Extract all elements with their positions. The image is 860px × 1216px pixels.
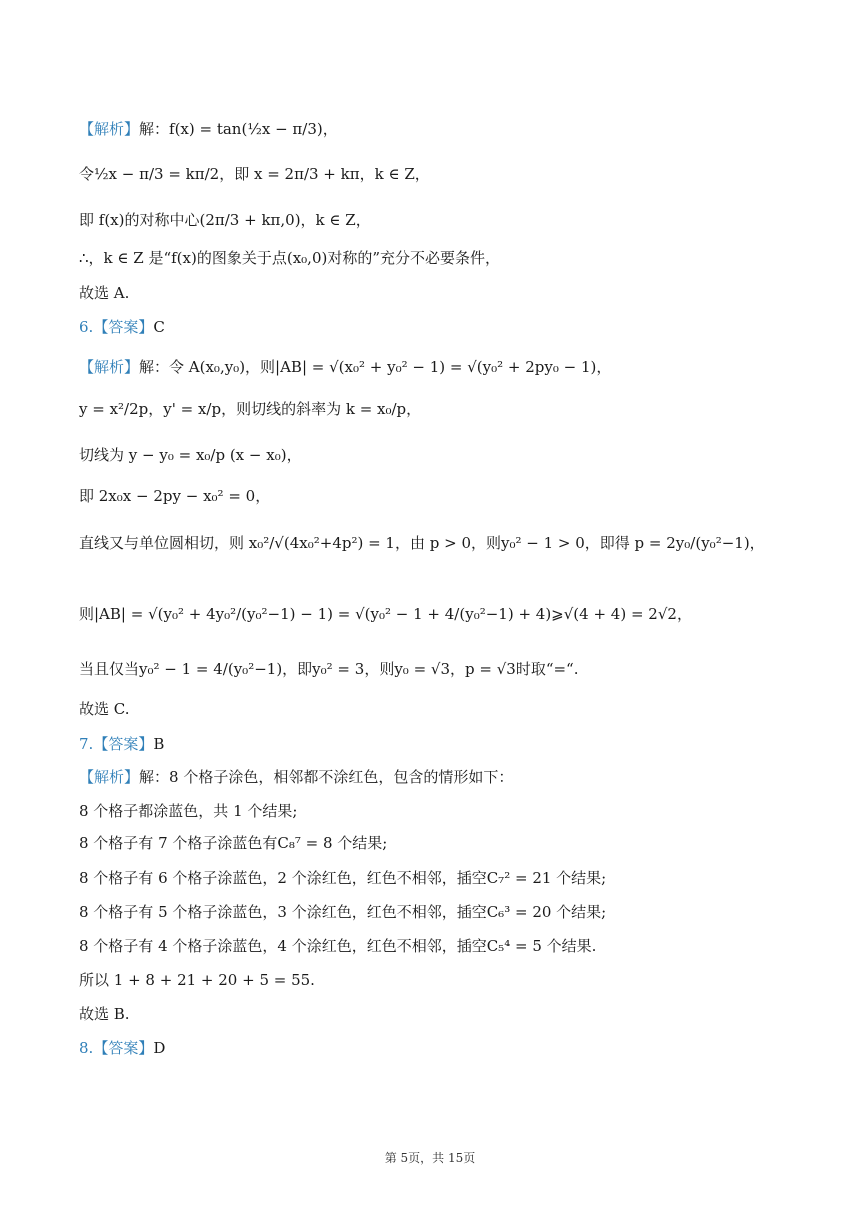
- text-line: [79, 163, 430, 184]
- line-text: 故选 A.: [79, 284, 130, 302]
- analysis-tag: 【解析】: [79, 358, 140, 376]
- line-text: 8 个格子有 5 个格子涂蓝色，3 个涂红色，红色不相邻，插空C₆³ = 20 个结果;: [79, 903, 607, 921]
- answer-value: D: [153, 1039, 166, 1057]
- answer-heading: [79, 733, 164, 754]
- text-line: [79, 901, 606, 922]
- line-text: 8 个格子有 6 个格子涂蓝色，2 个涂红色，红色不相邻，插空C₇² = 21 个结果;: [79, 869, 607, 887]
- text-line: [79, 698, 129, 719]
- line-text: 8 个格子有 7 个格子涂蓝色有C₈⁷ = 8 个结果;: [79, 834, 388, 852]
- line-text: 8 个格子都涂蓝色，共 1 个结果;: [79, 802, 298, 820]
- text-line: [79, 1003, 130, 1024]
- text-line: [79, 444, 302, 465]
- text-line: [79, 832, 387, 853]
- question-number: 6.: [79, 318, 94, 336]
- line-text: y = x²/2p，y' = x/p，则切线的斜率为 k = x₀/p，: [79, 400, 422, 418]
- line-text: 8 个格子有 4 个格子涂蓝色，4 个涂红色，红色不相邻，插空C₅⁴ = 5 个结果.: [79, 937, 597, 955]
- line-text: 令½x − π/3 = kπ/2，即 x = 2π/3 + kπ，k ∈ Z，: [79, 165, 430, 183]
- line-text: 解：f(x) = tan(½x − π/3)，: [139, 120, 338, 138]
- text-line: [79, 398, 421, 419]
- line-text: 直线又与单位圆相切，则 x₀²/√(4x₀²+4p²) = 1，由 p > 0，则y₀² − 1 > 0，即得 p = 2y₀/(y₀²−1)，: [79, 534, 765, 552]
- line-text: 解：令 A(x₀,y₀)，则|AB| = √(x₀² + y₀² − 1) = √(y₀² + 2py₀ − 1)，: [139, 358, 612, 376]
- analysis-line: [79, 356, 611, 377]
- question-number: 8.: [79, 1039, 94, 1057]
- line-text: 解：8 个格子涂色，相邻都不涂红色，包含的情形如下：: [139, 768, 514, 786]
- answer-value: B: [153, 735, 165, 753]
- text-line: [79, 209, 371, 230]
- answer-label: 【答案】: [93, 318, 154, 336]
- text-line: [79, 867, 606, 888]
- text-line: [79, 969, 315, 990]
- line-text: 即 2x₀x − 2py − x₀² = 0，: [79, 487, 271, 505]
- analysis-tag: 【解析】: [79, 120, 140, 138]
- page-footer: 第 5页，共 15页: [384, 1151, 476, 1165]
- text-line: [79, 532, 765, 553]
- answer-label: 【答案】: [93, 1039, 154, 1057]
- answer-heading: [79, 316, 165, 337]
- text-line: [79, 247, 500, 268]
- line-text: 故选 C.: [79, 700, 130, 718]
- text-line: [79, 935, 596, 956]
- line-text: 故选 B.: [79, 1005, 130, 1023]
- analysis-line: [79, 118, 338, 139]
- line-text: 切线为 y − y₀ = x₀/p (x − x₀)，: [79, 446, 302, 464]
- text-line: [79, 282, 129, 303]
- text-line: [79, 603, 692, 624]
- question-number: 7.: [79, 735, 94, 753]
- line-text: ∴，k ∈ Z 是“f(x)的图象关于点(x₀,0)对称的”充分不必要条件，: [79, 249, 501, 267]
- text-line: [79, 800, 297, 821]
- analysis-tag: 【解析】: [79, 768, 140, 786]
- analysis-line: [79, 766, 513, 787]
- text-line: [79, 485, 270, 506]
- line-text: 当且仅当y₀² − 1 = 4/(y₀²−1)，即y₀² = 3，则y₀ = √3，p = √3时取“=“.: [79, 660, 579, 678]
- line-text: 所以 1 + 8 + 21 + 20 + 5 = 55.: [79, 971, 315, 989]
- line-text: 则|AB| = √(y₀² + 4y₀²/(y₀²−1) − 1) = √(y₀² − 1 + 4/(y₀²−1) + 4)⩾√(4 + 4) = 2√2，: [79, 605, 692, 623]
- text-line: [79, 658, 579, 679]
- answer-label: 【答案】: [93, 735, 154, 753]
- answer-value: C: [153, 318, 165, 336]
- line-text: 即 f(x)的对称中心(2π/3 + kπ,0)，k ∈ Z，: [79, 211, 371, 229]
- answer-heading: [79, 1037, 165, 1058]
